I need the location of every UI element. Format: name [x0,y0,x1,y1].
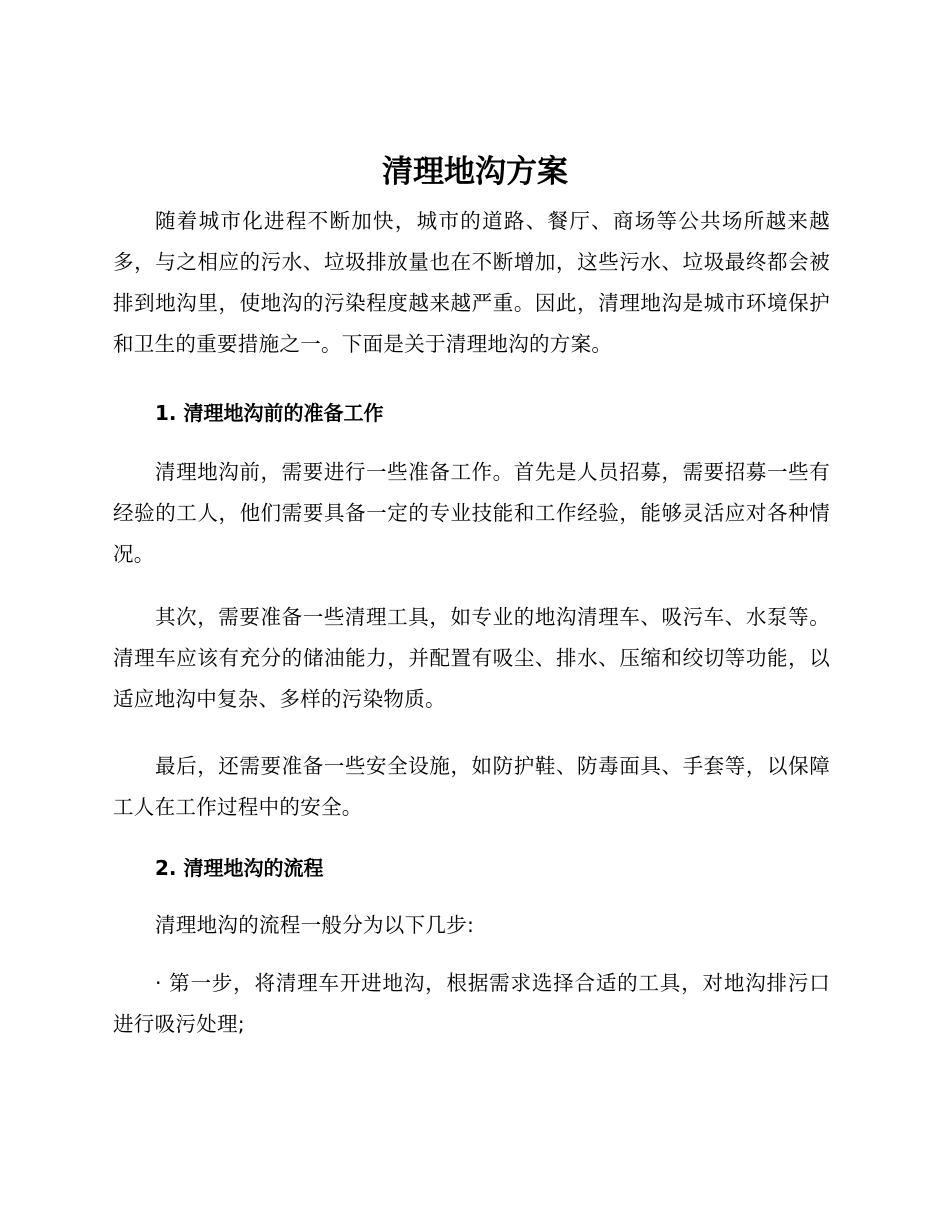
paragraph-prep-safety: 最后，还需要准备一些安全设施，如防护鞋、防毒面具、手套等，以保障工人在工作过程中的安全。 [113,754,830,819]
document-title: 清理地沟方案 [382,154,568,190]
paragraph-prep-tools: 其次，需要准备一些清理工具，如专业的地沟清理车、吸污车、水泵等。清理车应该有充分的储油能力，并配置有吸尘、排水、压缩和绞切等功能，以适应地沟中复杂、多样的污染物质。 [113,605,830,711]
paragraph-flow-step1: · 第一步，将清理车开进地沟，根据需求选择合适的工具，对地沟排污口进行吸污处理; [113,971,830,1036]
section-heading-preparation: 1. 清理地沟前的准备工作 [155,401,384,425]
paragraph-flow-intro: 清理地沟的流程一般分为以下几步: [155,913,475,937]
paragraph-prep-staff: 清理地沟前，需要进行一些准备工作。首先是人员招募，需要招募一些有经验的工人，他们需要具备一定的专业技能和工作经验，能够灵活应对各种情况。 [113,460,830,566]
section-heading-process: 2. 清理地沟的流程 [155,856,324,880]
paragraph-intro: 随着城市化进程不断加快，城市的道路、餐厅、商场等公共场所越来越多，与之相应的污水、垃圾排放量也在不断增加，这些污水、垃圾最终都会被排到地沟里，使地沟的污染程度越来越严重。因此，清理地沟是城市环境保护和卫生的重要措施之一。下面是关于清理地沟的方案。 [113,209,830,356]
